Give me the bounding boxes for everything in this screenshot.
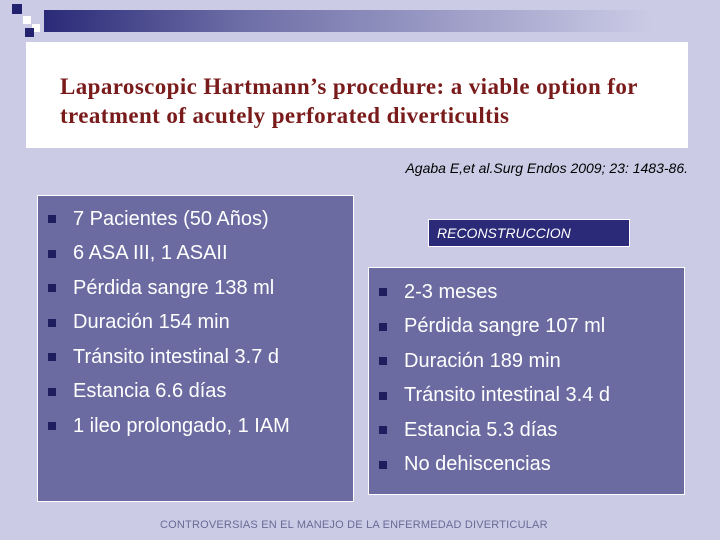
list-item-text: Pérdida sangre 107 ml [404,315,606,338]
square-bullet-icon [379,323,387,331]
square-bullet-icon [48,215,56,223]
square-bullet-icon [48,250,56,258]
square-bullet-icon [379,288,387,296]
list-item [379,448,610,483]
square-bullet-icon [379,392,387,400]
title-box [26,42,688,148]
list-item [379,379,610,414]
list-item-text: 2-3 meses [404,280,498,303]
decor-square [12,4,22,14]
list-item [48,202,290,237]
list-item [379,310,610,345]
right-bullet-list [379,275,610,482]
list-item [48,340,290,375]
list-item [379,344,610,379]
list-item [48,375,290,410]
slide-title: Laparoscopic Hartmann’s procedure: a viable option for treatment of acutely perforated diverticultis [60,74,638,128]
square-bullet-icon [48,422,56,430]
right-panel [368,267,685,495]
list-item-text: 6 ASA III, 1 ASAII [73,242,228,265]
slide-footer: CONTROVERSIAS EN EL MANEJO DE LA ENFERMEDAD DIVERTICULAR [160,519,548,531]
list-item-text: Tránsito intestinal 3.4 d [404,384,611,407]
square-bullet-icon [379,357,387,365]
list-item-text: Duración 189 min [404,349,561,372]
header-gradient-band [44,10,720,32]
list-item [48,271,290,306]
list-item-text: 7 Pacientes (50 Años) [73,207,269,230]
list-item-text: 1 ileo prolongado, 1 IAM [73,414,290,437]
square-bullet-icon [48,284,56,292]
list-item [48,306,290,341]
list-item-text: Tránsito intestinal 3.7 d [73,345,280,368]
list-item [379,413,610,448]
list-item-text: Duración 154 min [73,311,230,334]
square-bullet-icon [379,461,387,469]
list-item-text: Estancia 5.3 días [404,418,558,441]
list-item-text: No dehiscencias [404,453,551,476]
list-item [48,409,290,444]
square-bullet-icon [48,353,56,361]
citation: Agaba E,et al.Surg Endos 2009; 23: 1483-86. [405,160,688,176]
square-bullet-icon [48,388,56,396]
left-panel [37,195,354,502]
list-item-text: Pérdida sangre 138 ml [73,276,275,299]
square-bullet-icon [379,426,387,434]
list-item [379,275,610,310]
reconstruction-label: RECONSTRUCCION [428,219,630,247]
left-bullet-list [48,202,290,444]
square-bullet-icon [48,319,56,327]
list-item [48,237,290,272]
decor-square [23,16,31,24]
decor-square [25,28,34,37]
list-item-text: Estancia 6.6 días [73,380,227,403]
